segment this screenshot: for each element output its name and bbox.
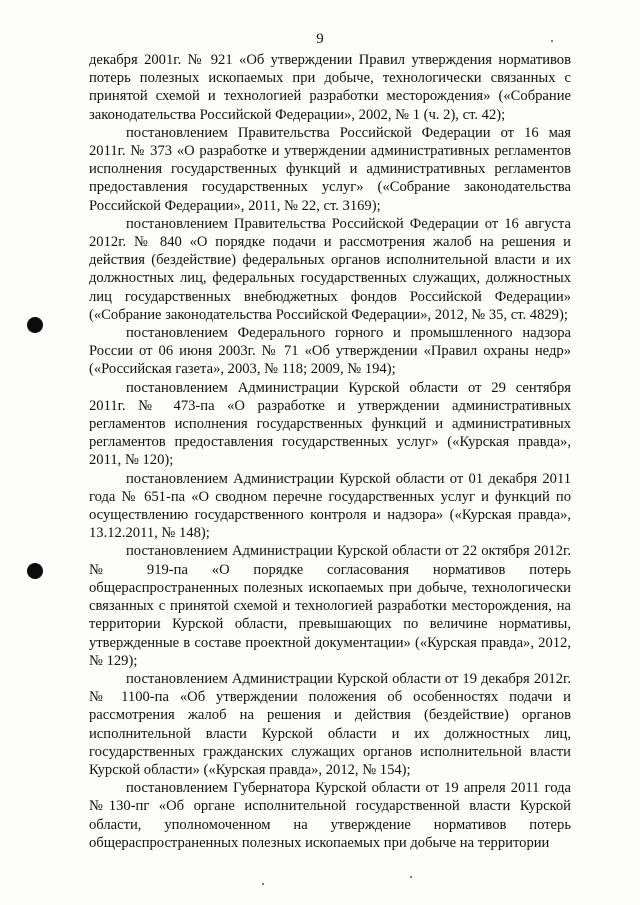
paragraph-government-resolution-840: постановлением Правительства Российской Федерации от 16 августа 2012г. № 840 «О порядке подачи и рассмотрения жалоб на решения и действия (бездействие) федеральных органов исполнительной власти и их должностных лиц, федеральных государственных служащих, должностных лиц государственных внебюджетных фондов Российской Федерации» («Собрание законодательства Российской Федерации», 2012, № 35, ст. 4829); <box>89 215 571 323</box>
body-text <box>89 51 571 852</box>
paragraph-kursk-resolution-1100: постановлением Администрации Курской области от 19 декабря 2012г. № 1100-па «Об утверждении положения об особенностях подачи и рассмотрения жалоб на решения и действия (бездействие) органов исполнительной власти Курской области и их должностных лиц, государственных гражданских служащих органов исполнительной власти Курской области» («Курская правда», 2012, № 154); <box>89 670 571 778</box>
paragraph-government-resolution-373: постановлением Правительства Российской Федерации от 16 мая 2011г. № 373 «О разработке и утверждении административных регламентов исполнения государственных функций и административных регламентов предоставления государственных услуг» («Собрание законодательства Российской Федерации», 2011, № 22, ст. 3169); <box>89 124 571 214</box>
scan-speck <box>551 40 553 42</box>
punch-hole-bottom <box>27 563 43 579</box>
paragraph-continuation: декабря 2001г. № 921 «Об утверждении Правил утверждения нормативов потерь полезных ископаемых при добыче, технологически связанных с принятой схемой и технологией разработки месторождения» («Собрание законодательства Российской Федерации», 2002, № 1 (ч. 2), ст. 42); <box>89 52 571 123</box>
scan-speck <box>262 883 264 885</box>
paragraph-governor-resolution-130: постановлением Губернатора Курской области от 19 апреля 2011 года №130-пг «Об органе исполнительной государственной власти Курской области, уполномоченном на утверждение нормативов потерь общераспространенных полезных ископаемых при добыче на территории <box>89 780 571 851</box>
punch-hole-top <box>27 317 43 333</box>
page-number: 9 <box>316 31 324 47</box>
paragraph-kursk-resolution-919: постановлением Администрации Курской области от 22 октября 2012г. № 919-па «О порядке согласования нормативов потерь общераспространенных полезных ископаемых при добыче, технологически связанных с принятой схемой и технологией разработки месторождения, на территории Курской области, превышающих по величине нормативы, утвержденные в составе проектной документации» («Курская правда», 2012, № 129); <box>89 543 571 669</box>
paragraph-kursk-resolution-651: постановлением Администрации Курской области от 01 декабря 2011 года № 651-па «О сводном перечне государственных услуг и функций по осуществлению государственного контроля и надзора» («Курская правда», 13.12.2011, № 148); <box>89 470 571 542</box>
scan-speck <box>410 876 412 878</box>
paragraph-gosgortekhnadzor-resolution-71: постановлением Федерального горного и промышленного надзора России от 06 июня 2003г. № 71 «Об утверждении «Правил охраны недр» («Российская газета», 2003, № 118; 2009, № 194); <box>89 325 571 378</box>
paragraph-kursk-resolution-473: постановлением Администрации Курской области от 29 сентября 2011г. № 473-па «О разработке и утверждении административных регламентов исполнения государственных функций и административных регламентов предоставления государственных услуг» («Курская правда», 2011, № 120); <box>89 379 571 469</box>
